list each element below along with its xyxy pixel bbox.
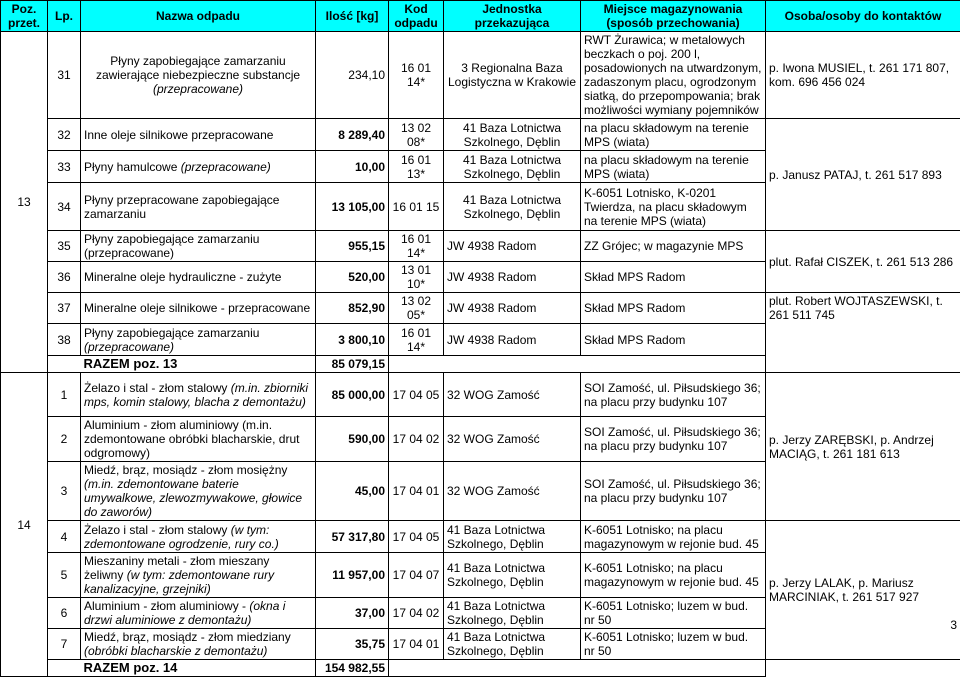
lp-cell: 3 — [48, 462, 81, 521]
jednostka-cell: 41 Baza Lotnictwa Szkolnego, Dęblin — [444, 151, 581, 183]
nazwa-cell: Aluminium - złom aluminiowy (m.in. zdemontowane obróbki blacharskie, drut odgromowy) — [81, 417, 316, 462]
header-lp: Lp. — [48, 1, 81, 32]
ilosc-cell: 57 317,80 — [316, 521, 389, 553]
poz-cell: 14 — [1, 373, 48, 677]
kod-cell: 16 01 14* — [389, 231, 444, 262]
jednostka-cell: 41 Baza Lotnictwa Szkolnego, Dęblin — [444, 119, 581, 151]
lp-cell: 36 — [48, 262, 81, 293]
subtotal-value: 154 982,55 — [316, 660, 389, 677]
jednostka-cell: 41 Baza Lotnictwa Szkolnego, Dęblin — [444, 521, 581, 553]
lp-cell: 6 — [48, 598, 81, 629]
lp-cell: 7 — [48, 629, 81, 660]
nazwa-cell: Płyny przepracowane zapobiegające zamarzaniu — [81, 183, 316, 231]
kod-cell: 16 01 13* — [389, 151, 444, 183]
header-row — [1, 1, 960, 32]
nazwa-cell: Aluminium - złom aluminiowy - (okna i drzwi aluminiowe z demontażu) — [81, 598, 316, 629]
subtotal-value: 85 079,15 — [316, 356, 389, 373]
miejsce-cell: K-6051 Lotnisko; luzem w bud. nr 50 — [581, 629, 766, 660]
contact-cell: p. Janusz PATAJ, t. 261 517 893 — [766, 119, 960, 231]
nazwa-cell: Płyny hamulcowe (przepracowane) — [81, 151, 316, 183]
lp-cell: 34 — [48, 183, 81, 231]
miejsce-cell: ZZ Grójec; w magazynie MPS — [581, 231, 766, 262]
ilosc-cell: 590,00 — [316, 417, 389, 462]
kod-cell: 17 04 02 — [389, 417, 444, 462]
lp-cell: 2 — [48, 417, 81, 462]
lp-cell: 38 — [48, 324, 81, 356]
table-row — [1, 119, 960, 151]
nazwa-cell: Mineralne oleje silnikowe - przepracowane — [81, 293, 316, 324]
kod-cell: 17 04 01 — [389, 462, 444, 521]
nazwa-cell: Żelazo i stal - złom stalowy (m.in. zbiorniki mps, komin stalowy, blacha z demontażu) — [81, 373, 316, 417]
nazwa-cell: Żelazo i stal - złom stalowy (w tym: zdemontowane ogrodzenie, rury co.) — [81, 521, 316, 553]
miejsce-cell: SOI Zamość, ul. Piłsudskiego 36; na placu przy budynku 107 — [581, 462, 766, 521]
kod-cell: 13 02 05* — [389, 293, 444, 324]
ilosc-cell: 955,15 — [316, 231, 389, 262]
kod-cell: 17 04 05 — [389, 521, 444, 553]
lp-cell: 37 — [48, 293, 81, 324]
ilosc-cell: 8 289,40 — [316, 119, 389, 151]
contact-cell: p. Jerzy ZARĘBSKI, p. Andrzej MACIĄG, t. 261 181 613 — [766, 373, 960, 521]
ilosc-cell: 10,00 — [316, 151, 389, 183]
ilosc-cell: 3 800,10 — [316, 324, 389, 356]
kod-cell: 17 04 01 — [389, 629, 444, 660]
jednostka-cell: JW 4938 Radom — [444, 293, 581, 324]
ilosc-cell: 234,10 — [316, 32, 389, 119]
table-row — [1, 231, 960, 262]
nazwa-cell: Mieszaniny metali - złom mieszany żeliwny (w tym: zdemontowane rury kanalizacyjne, grzejniki) — [81, 553, 316, 598]
ilosc-cell: 520,00 — [316, 262, 389, 293]
poz-cell: 13 — [1, 32, 48, 373]
nazwa-cell: Miedź, brąz, mosiądz - złom mosiężny (m.in. zdemontowane baterie umywalkowe, zlewozmywakowe, głowice do zaworów) — [81, 462, 316, 521]
kod-cell: 13 01 10* — [389, 262, 444, 293]
ilosc-cell: 13 105,00 — [316, 183, 389, 231]
lp-cell: 5 — [48, 553, 81, 598]
contact-cell: p. Iwona MUSIEL, t. 261 171 807, kom. 696 456 024 — [766, 32, 960, 119]
kod-cell: 17 04 05 — [389, 373, 444, 417]
kod-cell: 17 04 07 — [389, 553, 444, 598]
lp-cell: 32 — [48, 119, 81, 151]
jednostka-cell: 41 Baza Lotnictwa Szkolnego, Dęblin — [444, 183, 581, 231]
miejsce-cell: Skład MPS Radom — [581, 324, 766, 356]
subtotal-row — [1, 660, 960, 677]
jednostka-cell: 32 WOG Zamość — [444, 373, 581, 417]
kod-cell: 16 01 15 — [389, 183, 444, 231]
lp-cell: 35 — [48, 231, 81, 262]
lp-cell: 33 — [48, 151, 81, 183]
contact-cell: plut. Rafał CISZEK, t. 261 513 286 — [766, 231, 960, 293]
jednostka-cell: 32 WOG Zamość — [444, 417, 581, 462]
kod-cell: 17 04 02 — [389, 598, 444, 629]
miejsce-cell: K-6051 Lotnisko; luzem w bud. nr 50 — [581, 598, 766, 629]
jednostka-cell: JW 4938 Radom — [444, 262, 581, 293]
miejsce-cell: na placu składowym na terenie MPS (wiata) — [581, 151, 766, 183]
lp-cell: 1 — [48, 373, 81, 417]
miejsce-cell: na placu składowym na terenie MPS (wiata) — [581, 119, 766, 151]
miejsce-cell: SOI Zamość, ul. Piłsudskiego 36; na placu przy budynku 107 — [581, 417, 766, 462]
kod-cell: 16 01 14* — [389, 32, 444, 119]
jednostka-cell: 32 WOG Zamość — [444, 462, 581, 521]
table-row — [1, 293, 960, 324]
header-ilosc: Ilość [kg] — [316, 1, 389, 32]
ilosc-cell: 37,00 — [316, 598, 389, 629]
header-miejsce: Miejsce magazynowania (sposób przechowania) — [581, 1, 766, 32]
table-row — [1, 521, 960, 553]
nazwa-cell: Mineralne oleje hydrauliczne - zużyte — [81, 262, 316, 293]
ilosc-cell: 11 957,00 — [316, 553, 389, 598]
kod-cell: 16 01 14* — [389, 324, 444, 356]
contact-cell: p. Jerzy LALAK, p. Mariusz MARCINIAK, t. 261 517 927 — [766, 521, 960, 660]
miejsce-cell: K-6051 Lotnisko; na placu magazynowym w rejonie bud. 45 — [581, 553, 766, 598]
ilosc-cell: 45,00 — [316, 462, 389, 521]
header-jednostka: Jednostka przekazująca — [444, 1, 581, 32]
miejsce-cell: Skład MPS Radom — [581, 293, 766, 324]
subtotal-label: RAZEM poz. 14 — [81, 660, 316, 677]
miejsce-cell: Skład MPS Radom — [581, 262, 766, 293]
jednostka-cell: JW 4938 Radom — [444, 324, 581, 356]
page-number: 3 — [950, 618, 957, 632]
miejsce-cell: K-6051 Lotnisko; na placu magazynowym w rejonie bud. 45 — [581, 521, 766, 553]
miejsce-cell: SOI Zamość, ul. Piłsudskiego 36; na placu przy budynku 107 — [581, 373, 766, 417]
table-row — [1, 32, 960, 119]
nazwa-cell: Płyny zapobiegające zamarzaniu zawierające niebezpieczne substancje (przepracowane) — [81, 32, 316, 119]
ilosc-cell: 852,90 — [316, 293, 389, 324]
nazwa-cell: Miedź, brąz, mosiądz - złom miedziany (obróbki blacharskie z demontażu) — [81, 629, 316, 660]
miejsce-cell: K-6051 Lotnisko, K-0201 Twierdza, na placu składowym na terenie MPS (wiata) — [581, 183, 766, 231]
jednostka-cell: JW 4938 Radom — [444, 231, 581, 262]
subtotal-label: RAZEM poz. 13 — [81, 356, 316, 373]
header-kod: Kod odpadu — [389, 1, 444, 32]
jednostka-cell: 3 Regionalna Baza Logistyczna w Krakowie — [444, 32, 581, 119]
jednostka-cell: 41 Baza Lotnictwa Szkolnego, Dęblin — [444, 629, 581, 660]
kod-cell: 13 02 08* — [389, 119, 444, 151]
miejsce-cell: RWT Żurawica; w metalowych beczkach o poj. 200 l, posadowionych na utwardzonym, zadaszonym placu, ogrodzonym siatką, do przepompowania; brak możliwości wymiany pojemników — [581, 32, 766, 119]
ilosc-cell: 35,75 — [316, 629, 389, 660]
nazwa-cell: Płyny zapobiegające zamarzaniu (przepracowane) — [81, 231, 316, 262]
lp-cell: 4 — [48, 521, 81, 553]
contact-cell: plut. Robert WOJTASZEWSKI, t. 261 511 745 — [766, 293, 960, 373]
header-nazwa: Nazwa odpadu — [81, 1, 316, 32]
header-osoba: Osoba/osoby do kontaktów — [766, 1, 960, 32]
lp-cell: 31 — [48, 32, 81, 119]
header-poz: Poz. przet. — [1, 1, 48, 32]
nazwa-cell: Inne oleje silnikowe przepracowane — [81, 119, 316, 151]
table-row — [1, 373, 960, 417]
ilosc-cell: 85 000,00 — [316, 373, 389, 417]
jednostka-cell: 41 Baza Lotnictwa Szkolnego, Dęblin — [444, 553, 581, 598]
nazwa-cell: Płyny zapobiegające zamarzaniu (przepracowane) — [81, 324, 316, 356]
jednostka-cell: 41 Baza Lotnictwa Szkolnego, Dęblin — [444, 598, 581, 629]
